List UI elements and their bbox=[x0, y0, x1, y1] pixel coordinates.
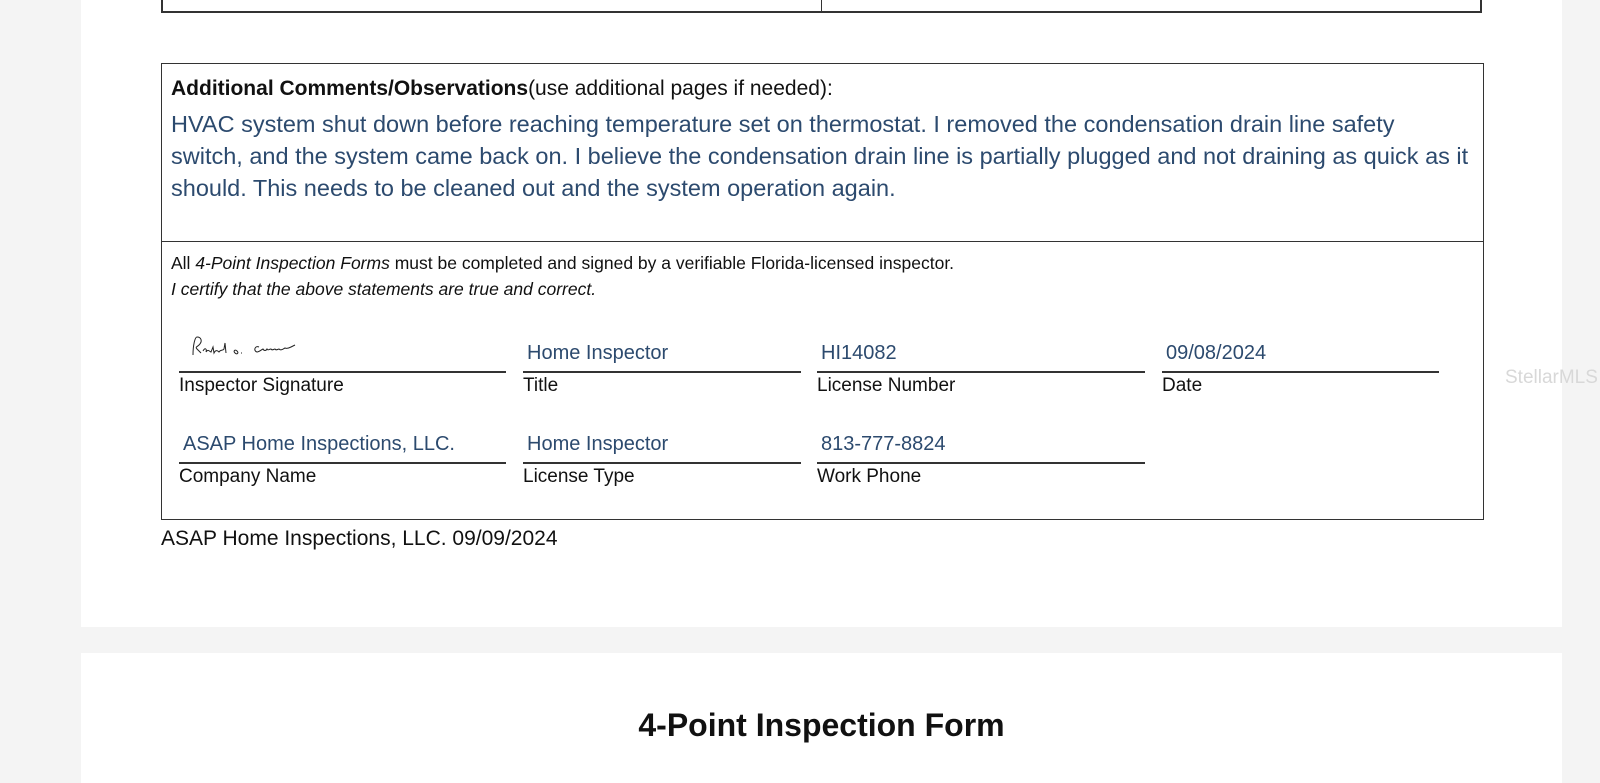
license-type-label: License Type bbox=[523, 466, 635, 487]
certification-requirement bbox=[171, 253, 954, 274]
previous-table-bottom bbox=[161, 0, 1482, 13]
work-phone-rule bbox=[817, 462, 1145, 464]
comments-text: HVAC system shut down before reaching temperature set on thermostat. I removed the condensation drain line safety switch, and the system came back on. I believe the condensation drain line is partially plugged and not draining as quick as it should. This needs to be cleaned out and the system operation again. bbox=[171, 111, 1469, 201]
comments-section bbox=[162, 64, 1483, 242]
inspector-signature-field bbox=[179, 342, 506, 402]
certification-statement: I certify that the above statements are true and correct. bbox=[171, 279, 597, 299]
next-document-page bbox=[81, 653, 1562, 783]
date-label: Date bbox=[1162, 375, 1203, 396]
comments-header-title: Additional Comments/Observations bbox=[171, 77, 529, 100]
title-value: Home Inspector bbox=[527, 342, 669, 364]
date-value: 09/08/2024 bbox=[1166, 342, 1267, 364]
license-number-field bbox=[817, 342, 1145, 402]
date-rule bbox=[1162, 371, 1439, 373]
table-divider bbox=[821, 0, 822, 11]
certification-prefix: All bbox=[171, 253, 196, 273]
company-name-label: Company Name bbox=[179, 466, 317, 487]
certification-form-name: 4-Point Inspection Forms bbox=[195, 253, 390, 273]
work-phone-field bbox=[817, 433, 1145, 493]
inspector-signature-image bbox=[189, 327, 309, 367]
company-name-rule bbox=[179, 462, 506, 464]
comments-header-note: (use additional pages if needed): bbox=[528, 77, 833, 100]
title-field bbox=[523, 342, 801, 402]
inspector-signature-label: Inspector Signature bbox=[179, 375, 344, 396]
page-footer-note: ASAP Home Inspections, LLC. 09/09/2024 bbox=[161, 527, 558, 550]
comments-header bbox=[171, 77, 833, 101]
title-rule bbox=[523, 371, 801, 373]
license-type-field bbox=[523, 433, 801, 493]
date-field bbox=[1162, 342, 1439, 402]
signature-rule bbox=[179, 371, 506, 373]
work-phone-label: Work Phone bbox=[817, 466, 922, 487]
license-number-rule bbox=[817, 371, 1145, 373]
company-name-value: ASAP Home Inspections, LLC. bbox=[183, 433, 455, 455]
license-type-value: Home Inspector bbox=[527, 433, 669, 455]
license-type-rule bbox=[523, 462, 801, 464]
license-number-label: License Number bbox=[817, 375, 956, 396]
work-phone-value: 813-777-8824 bbox=[821, 433, 946, 455]
title-label: Title bbox=[523, 375, 559, 396]
company-name-field bbox=[179, 433, 506, 493]
form-title: 4-Point Inspection Form bbox=[638, 707, 1005, 743]
document-page bbox=[81, 0, 1562, 627]
license-number-value: HI14082 bbox=[821, 342, 897, 364]
watermark: StellarMLS bbox=[1505, 367, 1598, 388]
certification-suffix: must be completed and signed by a verifiable Florida-licensed inspector. bbox=[389, 253, 955, 273]
inspector-certification-box bbox=[161, 63, 1484, 520]
